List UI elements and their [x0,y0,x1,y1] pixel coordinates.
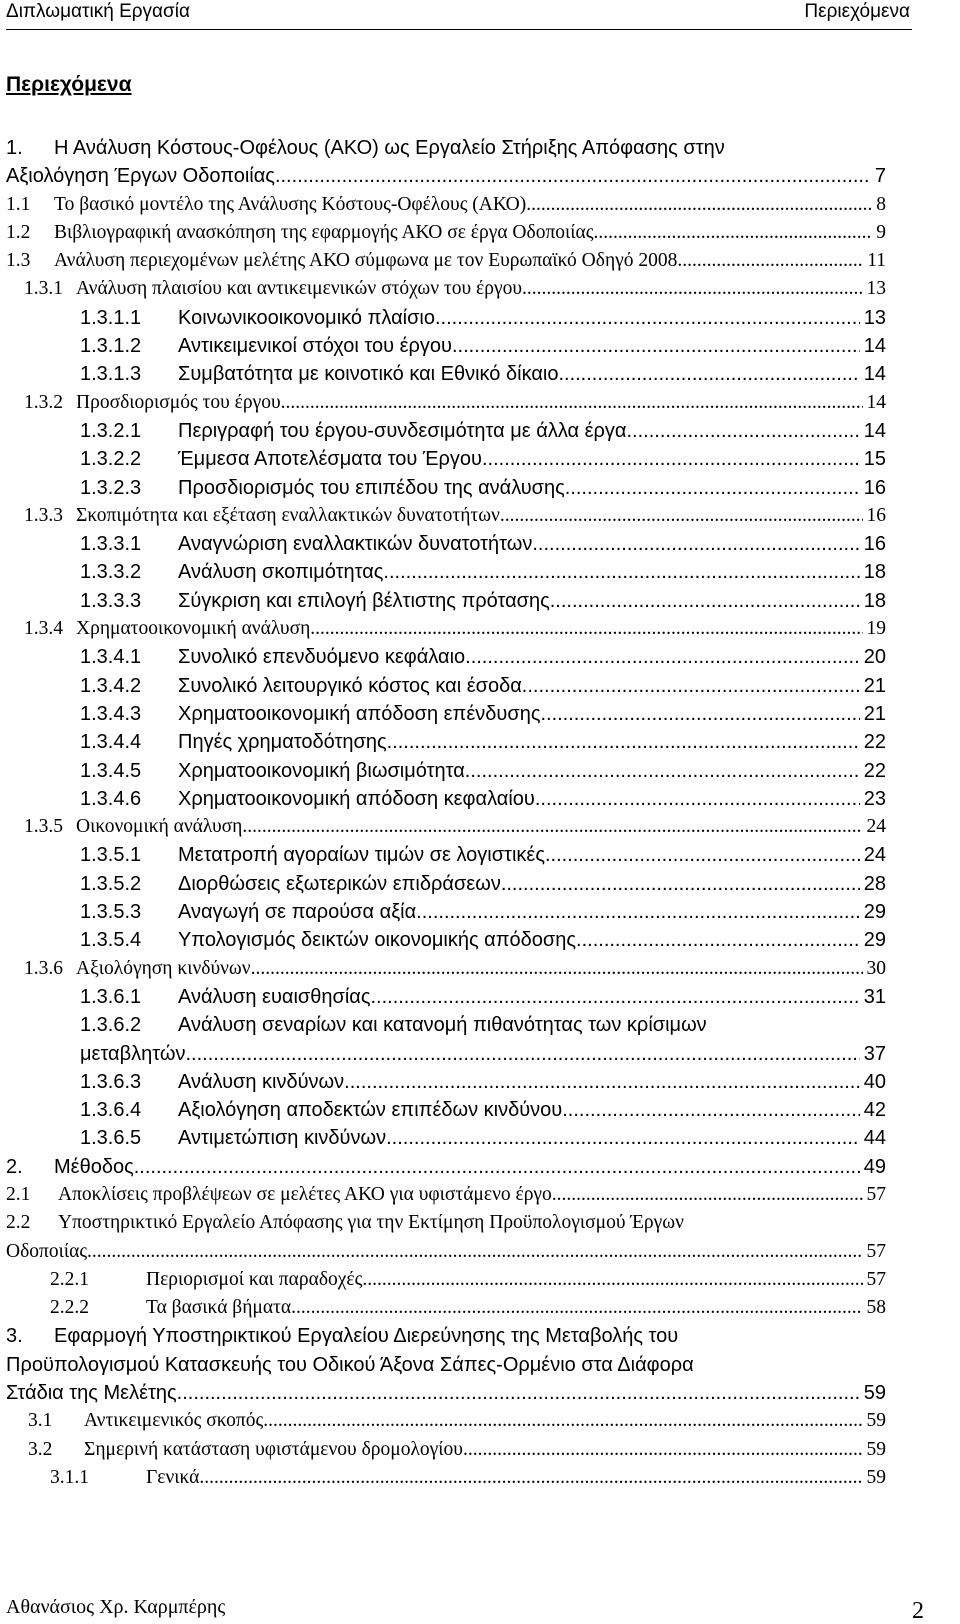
toc-entry-page: 20 [863,646,886,669]
toc-entry-page: 30 [866,957,886,979]
toc-entry-title: Οικονομική ανάλυση [76,816,243,838]
toc-entry-title-continued: Στάδια της Μελέτης [6,1382,177,1405]
toc-entry-page: 29 [863,929,886,952]
toc-entry-title: Αξιολόγηση αποδεκτών επιπέδων κινδύνου [178,1099,563,1122]
toc-entry[interactable] [0,247,886,275]
toc-entry-number: 1.3.6.1 [80,985,142,1008]
toc-entry-number: 2. [6,1155,23,1178]
toc-entry[interactable] [0,1464,886,1492]
toc-dot-leader [565,474,860,502]
toc-entry-page: 59 [863,1382,886,1405]
toc-entry-page: 21 [863,674,886,697]
toc-entry-number: 3.1 [28,1410,53,1432]
toc-entry[interactable] [0,1294,886,1322]
toc-dot-leader [482,445,860,473]
toc-entry-page: 18 [863,589,886,612]
toc-entry-page: 24 [866,816,886,838]
toc-entry-title: Αντικειμενικοί στόχοι του έργου [178,335,452,358]
toc-entry-title: Σύγκριση και επιλογή βέλτιστης πρότασης [178,589,550,612]
toc-entry[interactable] [0,1011,886,1068]
toc-entry-number: 1.3.4.4 [80,731,142,754]
running-header-left: Διπλωματική Εργασία [6,1,190,22]
toc-entry[interactable] [0,474,886,502]
toc-entry[interactable] [0,672,886,700]
toc-dot-leader [362,1266,862,1294]
toc-entry-page: 29 [863,901,886,924]
toc-entry-title: Σκοπιμότητα και εξέταση εναλλακτικών δυνατοτήτων [76,504,500,526]
toc-entry-title: Χρηματοοικονομική απόδοση επένδυσης [178,702,541,725]
toc-entry-page: 19 [866,618,886,640]
toc-entry-title: Τα βασικά βήματα [146,1297,292,1319]
toc-entry-number: 1.3.2.3 [80,476,142,499]
toc-entry[interactable] [0,332,886,360]
toc-entry-page: 14 [863,419,886,442]
toc-entry-title: Η Ανάλυση Κόστους-Οφέλους (ΑΚΟ) ως Εργαλείο Στήριξης Απόφασης στην [54,137,725,159]
toc-entry[interactable] [0,219,886,247]
toc-entry-title-continued: Αξιολόγηση Έργων Οδοποιίας [6,165,275,188]
toc-entry-page: 24 [863,844,886,867]
toc-dot-leader [416,898,860,926]
toc-entry-page: 42 [863,1099,886,1122]
toc-dot-leader [562,1096,860,1124]
toc-entry-title: Ανάλυση σκοπιμότητας [178,561,384,584]
toc-dot-leader [522,672,860,700]
toc-entry-page: 13 [863,306,886,329]
toc-entry-page: 57 [866,1183,886,1205]
toc-entry[interactable] [0,1181,886,1209]
toc-entry-number: 3.2 [28,1438,53,1460]
toc-entry-title: Ανάλυση σεναρίων και κατανομή πιθανότητας των κρίσιμων [178,1014,707,1037]
toc-entry-number: 1.3.2.1 [80,419,142,442]
toc-entry-title: Κοινωνικοοικονομικό πλαίσιο [178,306,435,329]
toc-entry-page: 21 [863,702,886,725]
toc-entry[interactable] [0,587,886,615]
toc-entry-page: 57 [866,1240,886,1262]
toc-entry-title: Μέθοδος [54,1155,134,1178]
toc-entry-number: 1.2 [6,221,31,243]
toc-entry-page: 13 [866,278,886,300]
toc-entry-number: 2.2.1 [50,1268,89,1290]
toc-entry[interactable] [0,558,886,586]
toc-entry-title: Αντικειμενικός σκοπός [84,1410,264,1432]
toc-dot-leader [185,1040,859,1068]
toc-entry-title: Συνολικό λειτουργικό κόστος και έσοδα [178,674,522,697]
toc-dot-leader [370,983,859,1011]
toc-entry-number: 1.3.6.3 [80,1070,142,1093]
toc-dot-leader [177,1379,860,1407]
toc-entry-page: 18 [863,561,886,584]
toc-entry[interactable] [0,1266,886,1294]
toc-entry-page: 37 [863,1042,886,1065]
toc-entry-number: 1.1 [6,193,31,215]
toc-entry-number: 1.3.1 [24,278,63,300]
toc-entry-number: 1.3.5.1 [80,844,142,867]
footer-author: Αθανάσιος Χρ. Καρμπέρης [6,1596,226,1618]
toc-entry[interactable] [0,643,886,671]
toc-entry[interactable] [0,275,886,303]
toc-entry-page: 14 [863,363,886,386]
toc-entry[interactable] [0,615,886,643]
toc-entry-page: 49 [863,1155,886,1178]
toc-entry[interactable] [0,983,886,1011]
toc-entry-number: 1.3.5 [24,816,63,838]
toc-entry-page: 59 [866,1410,886,1432]
toc-entry-number: 1.3.4.3 [80,702,142,725]
toc-entry[interactable] [0,304,886,332]
toc-entry-number: 1.3.1.3 [80,363,142,386]
toc-entry-number: 1.3.6.2 [80,1014,142,1037]
toc-entry-title: Γενικά [146,1466,200,1488]
toc-entry[interactable] [0,1407,886,1435]
toc-entry-title: Χρηματοοικονομική βιωσιμότητα [178,759,465,782]
toc-entry-number: 1.3.6.5 [80,1127,142,1150]
toc-dot-leader [199,1464,862,1492]
toc-entry[interactable] [0,785,886,813]
toc-entry-page: 8 [876,193,886,215]
toc-dot-leader [344,1068,860,1096]
toc-dot-leader [545,841,860,869]
toc-entry-title-continued: Οδοποιίας [6,1240,88,1262]
toc-entry-title: Χρηματοοικονομική ανάλυση [76,618,311,640]
toc-entry-title: Αναγωγή σε παρούσα αξία [178,901,417,924]
toc-entry-title-continued: μεταβλητών [80,1042,186,1065]
toc-entry-page: 9 [876,221,886,243]
toc-dot-leader [532,530,859,558]
toc-entry[interactable] [0,530,886,558]
toc-entry-number: 1.3.5.4 [80,929,142,952]
toc-entry[interactable] [0,841,886,869]
toc-entry-title: Περιγραφή του έργου-συνδεσιμότητα με άλλα έργα [178,419,627,442]
toc-entry-page: 23 [863,787,886,810]
toc-entry-number: 1.3.2 [24,391,63,413]
toc-entry-page: 28 [863,872,886,895]
toc-dot-leader [465,757,860,785]
toc-entry-title: Υπολογισμός δεικτών οικονομικής απόδοσης [178,929,577,952]
toc-entry-number: 1.3.2.2 [80,448,142,471]
toc-entry-number: 1.3.3.3 [80,589,142,612]
toc-entry-title: Συμβατότητα με κοινοτικό και Εθνικό δίκαιο [178,363,559,386]
toc-entry-title: Μετατροπή αγοραίων τιμών σε λογιστικές [178,844,545,867]
toc-entry-page: 7 [874,165,886,188]
toc-dot-leader [526,191,872,219]
toc-entry-page: 40 [863,1070,886,1093]
toc-entry-page: 44 [863,1127,886,1150]
toc-entry-page: 15 [863,448,886,471]
toc-entry-page: 16 [863,476,886,499]
toc-entry-number: 1.3.3.1 [80,533,142,556]
toc-title: Περιεχόμενα [6,73,132,96]
toc-dot-leader [281,389,863,417]
toc-entry-title: Ανάλυση κινδύνων [178,1070,345,1093]
toc-dot-leader [535,785,860,813]
toc-entry-title: Διορθώσεις εξωτερικών επιδράσεων [178,872,501,895]
toc-entry-number: 1.3.4 [24,618,63,640]
toc-entry-title: Υποστηρικτικό Εργαλείο Απόφασης για την Εκτίμηση Προϋπολογισμού Έργων [58,1212,684,1234]
toc-entry-page: 14 [863,335,886,358]
toc-entry-number: 3. [6,1325,23,1348]
toc-entry-page: 57 [866,1268,886,1290]
toc-dot-leader [552,1181,863,1209]
toc-entry[interactable] [0,1068,886,1096]
table-of-contents [0,134,960,1492]
header-rule [6,29,912,30]
toc-dot-leader [310,615,862,643]
toc-dot-leader [465,643,860,671]
toc-entry-title: Περιορισμοί και παραδοχές [146,1268,363,1290]
toc-dot-leader [452,332,860,360]
toc-dot-leader [134,1153,860,1181]
toc-dot-leader [291,1294,862,1322]
toc-dot-leader [576,926,860,954]
toc-entry-number: 1. [6,137,23,159]
toc-entry[interactable] [0,728,886,756]
toc-entry-page: 14 [866,391,886,413]
toc-dot-leader [386,1124,860,1152]
running-header-right: Περιεχόμενα [804,1,910,22]
toc-entry[interactable] [0,1153,886,1181]
toc-entry[interactable] [0,1096,886,1124]
toc-dot-leader [387,728,860,756]
toc-dot-leader [251,955,863,983]
toc-entry-number: 1.3.5.2 [80,872,142,895]
toc-entry-number: 1.3.4.2 [80,674,142,697]
toc-dot-leader [500,502,863,530]
toc-entry-number: 1.3.6.4 [80,1099,142,1122]
toc-entry-number: 1.3.3 [24,504,63,526]
toc-dot-leader [677,247,863,275]
toc-entry[interactable] [0,926,886,954]
toc-entry-page: 16 [863,533,886,556]
toc-dot-leader [242,813,862,841]
toc-entry-number: 1.3.4.1 [80,646,142,669]
toc-entry-title: Προσδιορισμός του έργου [76,391,281,413]
toc-dot-leader [435,304,860,332]
toc-entry-number: 1.3.1.1 [80,306,142,329]
toc-entry[interactable] [0,191,886,219]
toc-entry-number: 2.2 [6,1212,31,1234]
toc-entry-number: 1.3.1.2 [80,335,142,358]
toc-entry-page: 59 [866,1438,886,1460]
toc-entry-title: Συνολικό επενδυόμενο κεφάλαιο [178,646,466,669]
toc-dot-leader [501,870,860,898]
toc-entry-number: 1.3.6 [24,957,63,979]
toc-entry-page: 22 [863,759,886,782]
toc-entry-page: 22 [863,731,886,754]
toc-entry-title: Αντιμετώπιση κινδύνων [178,1127,387,1150]
toc-entry-title: Αποκλίσεις προβλέψεων σε μελέτες ΑΚΟ για υφιστάμενο έργο [58,1183,552,1205]
toc-entry-page: 58 [866,1297,886,1319]
toc-entry-title: Ανάλυση περιεχομένων μελέτης ΑΚΟ σύμφωνα με τον Ευρωπαϊκό Οδηγό 2008 [54,250,678,272]
toc-entry-title: Έμμεσα Αποτελέσματα του Έργου [178,448,482,471]
toc-dot-leader [550,587,860,615]
toc-entry-title: Χρηματοοικονομική απόδοση κεφαλαίου [178,787,535,810]
toc-entry-page: 11 [867,250,886,272]
toc-entry-title: Ανάλυση ευαισθησίας [178,985,371,1008]
toc-entry[interactable] [0,757,886,785]
toc-entry-number: 2.2.2 [50,1297,89,1319]
toc-entry[interactable] [0,502,886,530]
toc-entry-title: Εφαρμογή Υποστηρικτικού Εργαλείου Διερεύνησης της Μεταβολής του [54,1325,679,1348]
toc-entry-title: Πηγές χρηματοδότησης [178,731,387,754]
toc-entry[interactable] [0,1322,886,1407]
toc-dot-leader [383,558,859,586]
toc-entry-page: 16 [866,504,886,526]
toc-entry-number: 1.3.4.5 [80,759,142,782]
toc-entry-title: Σημερινή κατάσταση υφιστάμενου δρομολογίου [84,1438,463,1460]
toc-dot-leader [263,1407,862,1435]
toc-dot-leader [275,162,871,190]
toc-dot-leader [593,219,872,247]
toc-entry[interactable] [0,1436,886,1464]
toc-entry[interactable] [0,417,886,445]
toc-entry[interactable] [0,360,886,388]
toc-entry[interactable] [0,1209,886,1266]
toc-entry[interactable] [0,813,886,841]
toc-entry-page: 59 [866,1466,886,1488]
toc-entry[interactable] [0,389,886,417]
toc-entry-number: 1.3 [6,250,31,272]
toc-entry-title: Αξιολόγηση κινδύνων [76,957,251,979]
toc-dot-leader [522,275,863,303]
toc-entry-number: 2.1 [6,1183,31,1205]
toc-entry[interactable] [0,1124,886,1152]
toc-entry-page: 31 [863,985,886,1008]
toc-entry[interactable] [0,700,886,728]
toc-entry-title: Προσδιορισμός του επιπέδου της ανάλυσης [178,476,565,499]
toc-entry-number: 1.3.4.6 [80,787,142,810]
toc-entry-title-continued: Προϋπολογισμού Κατασκευής του Οδικού Άξονα Σάπες-Ορμένιο στα Διάφορα [6,1353,694,1376]
toc-entry-title: Βιβλιογραφική ανασκόπηση της εφαρμογής ΑΚΟ σε έργα Οδοποιίας [54,221,594,243]
toc-entry-title: Ανάλυση πλαισίου και αντικειμενικών στόχων του έργου [76,278,522,300]
footer-page-number: 2 [912,1598,924,1624]
toc-entry[interactable] [0,134,886,191]
toc-entry-number: 3.1.1 [50,1466,89,1488]
toc-dot-leader [87,1238,862,1266]
toc-entry-title: Το βασικό μοντέλο της Ανάλυσης Κόστους-Οφέλους (ΑΚΟ) [54,193,527,215]
toc-dot-leader [558,360,859,388]
toc-entry[interactable] [0,870,886,898]
toc-entry[interactable] [0,898,886,926]
toc-entry-number: 1.3.3.2 [80,561,142,584]
toc-entry-number: 1.3.5.3 [80,901,142,924]
toc-dot-leader [463,1436,863,1464]
toc-dot-leader [540,700,859,728]
toc-entry[interactable] [0,445,886,473]
toc-entry-title: Αναγνώριση εναλλακτικών δυνατοτήτων [178,533,533,556]
toc-dot-leader [627,417,860,445]
toc-entry[interactable] [0,955,886,983]
